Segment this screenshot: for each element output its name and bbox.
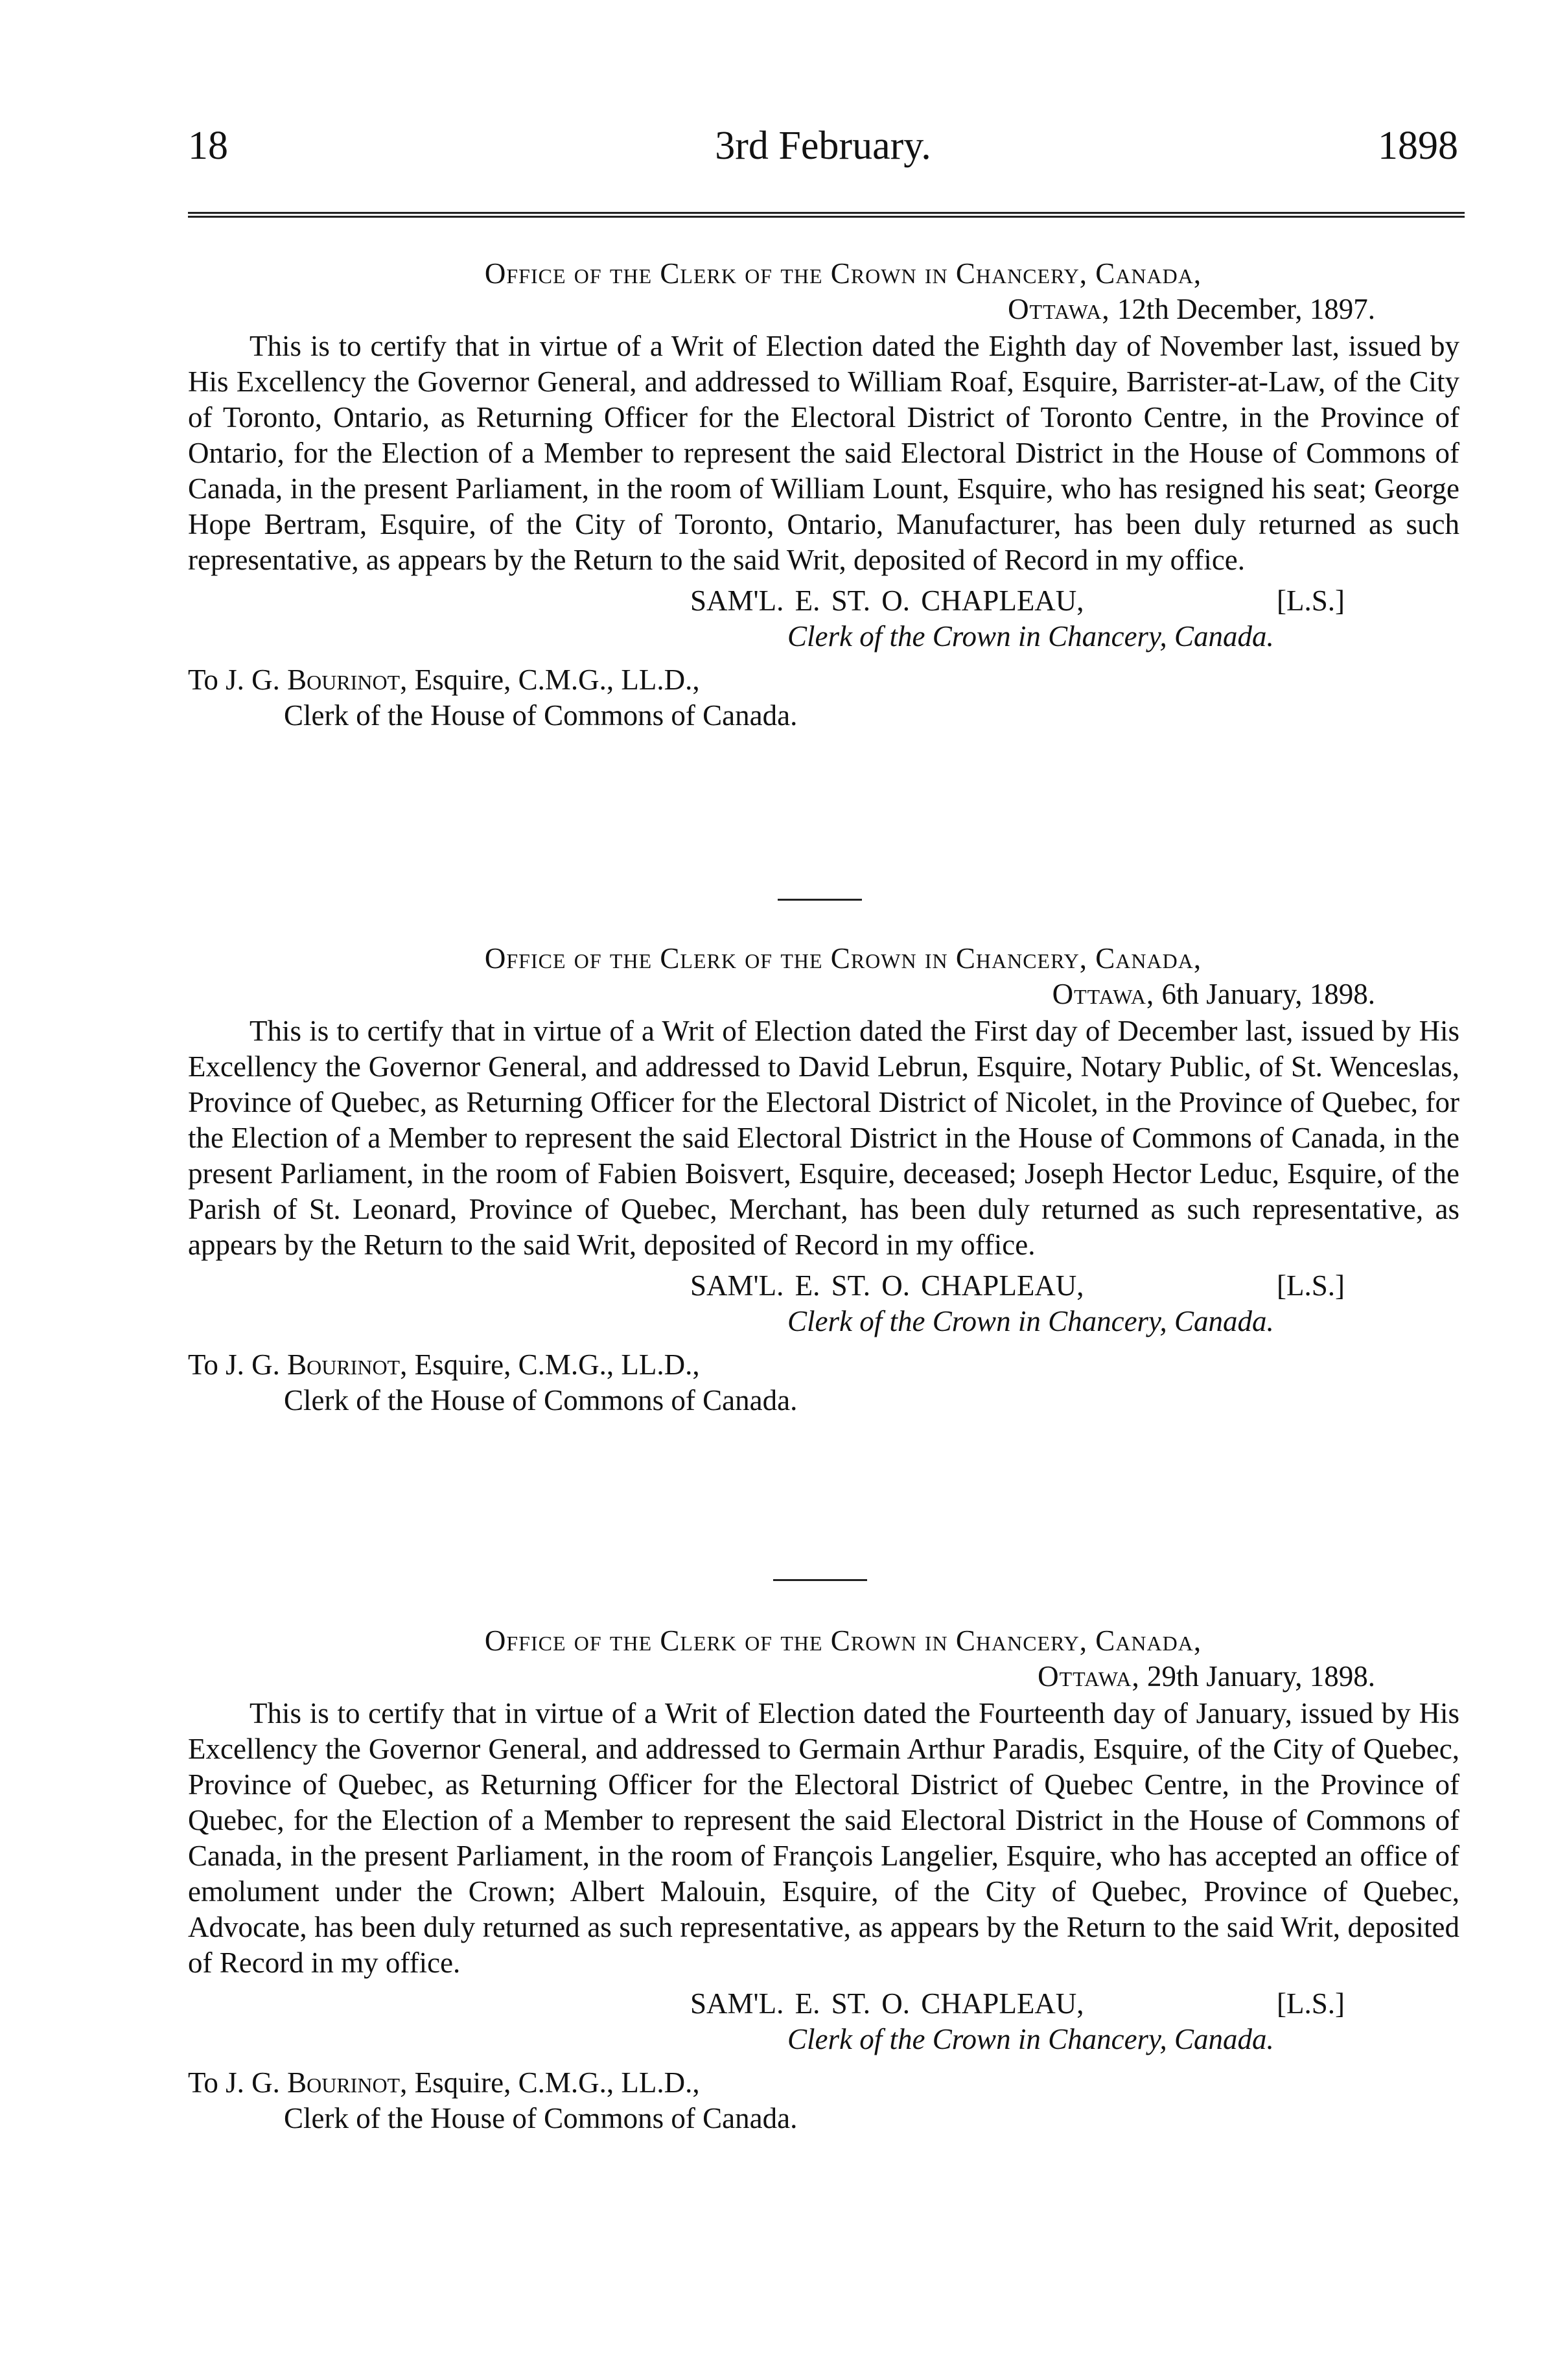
signature-name: SAM'L. E. ST. O. CHAPLEAU,	[690, 1269, 1084, 1302]
addressee-prefix: To J. G.	[188, 2066, 280, 2099]
signature-name: SAM'L. E. ST. O. CHAPLEAU,	[690, 584, 1084, 617]
addressee-office: Clerk of the House of Commons of Canada.	[284, 2102, 798, 2134]
dateline-date: 6th January, 1898.	[1161, 978, 1375, 1010]
office-line: Office of the Clerk of the Crown in Chancery, Canada,	[484, 257, 1202, 290]
addressee-name: Bourinot,	[287, 664, 408, 696]
addressee-name: Bourinot,	[287, 1348, 408, 1381]
page-header	[188, 117, 1458, 175]
signature-title: Clerk of the Crown in Chancery, Canada.	[787, 620, 1274, 653]
signature-block	[188, 1268, 1459, 1339]
addressee	[188, 1347, 1459, 1418]
certificate-text: This is to certify that in virtue of a Writ of Election dated the Eighth day of November last, issued by His Excellency the Governor General, and addressed to William Roaf, Esquire, Barrister-at-Law, of the City of Toronto, Ontario, as Returning Officer for the Electoral District of Toronto Centre, in the Province of Ontario, for the Election of a Member to represent the said Electoral District in the House of Commons of Canada, in the present Parliament, in the room of William Lount, Esquire, who has resigned his seat; George Hope Bertram, Esquire, of the City of Toronto, Ontario, Manufacturer, has been duly returned as such representative, as appears by the Return to the said Writ, deposited of Record in my office.	[188, 330, 1459, 576]
dateline-city: Ottawa,	[1038, 1660, 1140, 1693]
dateline-city: Ottawa,	[1052, 978, 1155, 1010]
addressee-office: Clerk of the House of Commons of Canada.	[284, 699, 798, 732]
header-double-rule	[188, 212, 1465, 218]
dateline	[188, 292, 1459, 327]
addressee-office: Clerk of the House of Commons of Canada.	[284, 1384, 798, 1416]
addressee-prefix: To J. G.	[188, 1348, 280, 1381]
signature-title: Clerk of the Crown in Chancery, Canada.	[787, 1305, 1274, 1337]
header-year: 1898	[1378, 124, 1458, 168]
addressee-rest: Esquire, C.M.G., LL.D.,	[414, 664, 700, 696]
certificate-text: This is to certify that in virtue of a Writ of Election dated the Fourteenth day of January, issued by His Excellency the Governor General, and addressed to Germain Arthur Paradis, Esquire, of the City of Quebec, Province of Quebec, as Returning Officer for the Electoral District of Quebec Centre, in the Province of Quebec, for the Election of a Member to represent the said Electoral District in the House of Commons of Canada, in the present Parliament, in the room of François Langelier, Esquire, who has accepted an office of emolument under the Crown; Albert Malouin, Esquire, of the City of Quebec, Province of Quebec, Advocate, has been duly returned as such representative, as appears by the Return to the said Writ, deposited of Record in my office.	[188, 1697, 1459, 1979]
addressee-name: Bourinot,	[287, 2066, 408, 2099]
dateline-date: 12th December, 1897.	[1117, 293, 1375, 325]
signature-name: SAM'L. E. ST. O. CHAPLEAU,	[690, 1987, 1084, 2020]
dateline-date: 29th January, 1898.	[1146, 1660, 1375, 1693]
addressee-rest: Esquire, C.M.G., LL.D.,	[414, 1348, 700, 1381]
office-line: Office of the Clerk of the Crown in Chancery, Canada,	[484, 1624, 1202, 1657]
section-divider	[778, 899, 862, 901]
seal-mark: [L.S.]	[1277, 1269, 1345, 1302]
signature-block	[188, 1986, 1459, 2057]
addressee	[188, 662, 1459, 734]
notice-3	[188, 1623, 1459, 2136]
seal-mark: [L.S.]	[1277, 584, 1345, 617]
addressee-rest: Esquire, C.M.G., LL.D.,	[414, 2066, 700, 2099]
addressee	[188, 2065, 1459, 2136]
header-date: 3rd February.	[715, 124, 931, 168]
signature-title: Clerk of the Crown in Chancery, Canada.	[787, 2023, 1274, 2055]
signature-block	[188, 583, 1459, 654]
page-number: 18	[188, 124, 228, 168]
certificate-text: This is to certify that in virtue of a Writ of Election dated the First day of December last, issued by His Excellency the Governor General, and addressed to David Lebrun, Esquire, Notary Public, of St. Wenceslas, Province of Quebec, as Returning Officer for the Electoral District of Nicolet, in the Province of Quebec, for the Election of a Member to represent the said Electoral District in the House of Commons of Canada, in the present Parliament, in the room of Fabien Boisvert, Esquire, deceased; Joseph Hector Leduc, Esquire, of the Parish of St. Leonard, Province of Quebec, Merchant, has been duly returned as such representative, as appears by the Return to the said Writ, deposited of Record in my office.	[188, 1015, 1459, 1261]
addressee-prefix: To J. G.	[188, 664, 280, 696]
section-divider	[773, 1579, 867, 1581]
dateline	[188, 976, 1459, 1012]
dateline-city: Ottawa,	[1008, 293, 1110, 325]
notice-2	[188, 941, 1459, 1418]
office-line: Office of the Clerk of the Crown in Chancery, Canada,	[484, 942, 1202, 975]
dateline	[188, 1659, 1459, 1694]
seal-mark: [L.S.]	[1277, 1987, 1345, 2020]
notice-1	[188, 256, 1459, 734]
